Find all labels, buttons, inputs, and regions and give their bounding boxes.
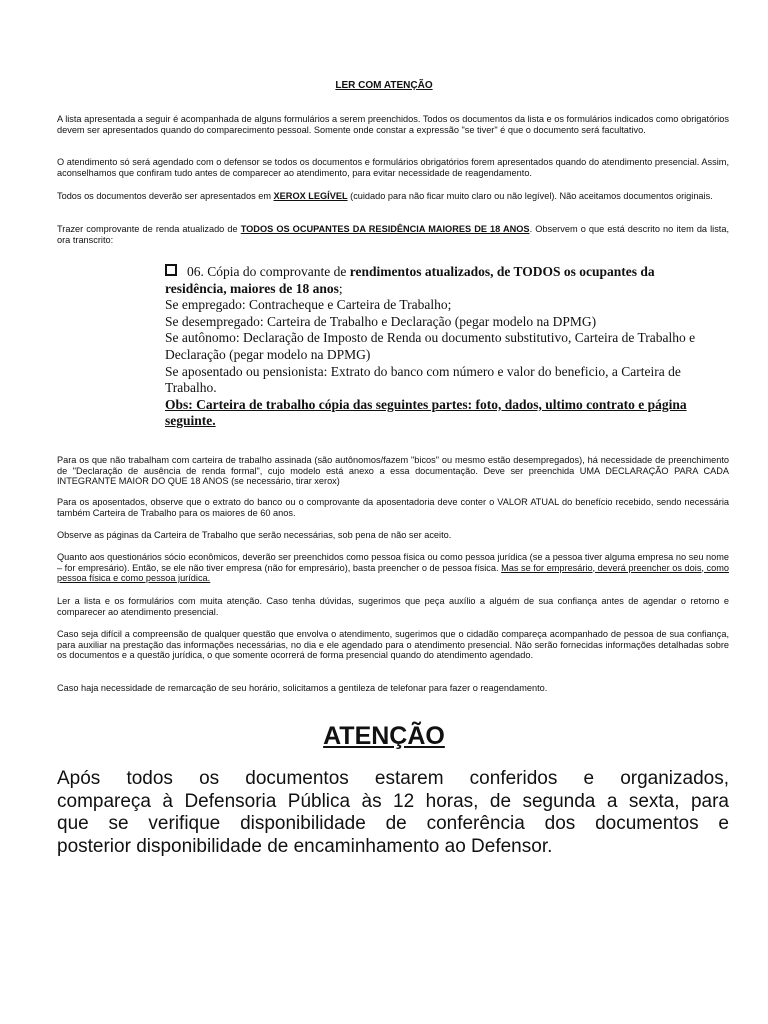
- paragraph-retired: Para os aposentados, observe que o extrato do banco ou o comprovante da aposentadoria deve conter o VALOR ATUAL do benefício recebido, sendo necessária também Carteira de Trabalho para os maiores de 60 anos.: [57, 497, 729, 518]
- attention-line: compareça à Defensoria Pública às 12 horas, de segunda a sexta, para: [57, 790, 729, 812]
- item-lead: [165, 264, 713, 297]
- paragraph-work-card: Observe as páginas da Carteira de Trabalho que serão necessárias, sob pena de não ser aceito.: [57, 530, 452, 540]
- item-line-retired: Se aposentado ou pensionista: Extrato do banco com número e valor do beneficio, a Carteira de Trabalho.: [165, 363, 681, 396]
- attention-line: que se verifique disponibilidade de conferência dos documentos e: [57, 813, 729, 834]
- item-line-autonomous: Se autônomo: Declaração de Imposto de Renda ou documento substitutivo, Carteira de Trabalho e Declaração (pegar modelo na DPMG): [165, 330, 696, 362]
- item-line-employed: Se empregado: Contracheque e Carteira de Trabalho;: [165, 297, 452, 313]
- paragraph-intro: A lista apresentada a seguir é acompanhada de alguns formulários a serem preenchidos. Todos os documentos da lista e os formulários indicados como obrigatórios devem ser apresentados quando do comparecimento pessoal. Somente onde constar a expressão "se tiver" é que o documento será facultativo.: [57, 114, 729, 135]
- paragraph-xerox-before: Todos os documentos deverão ser apresentados em: [57, 191, 274, 201]
- paragraph-no-formal-income: Para os que não trabalham com carteira de trabalho assinada (são autônomos/fazem "bicos" ou mesmo estão desempregados), há necessidade de preenchimento de "Declaração de ausência de renda formal", cujo modelo está anexo a essa documentação. Deve ser preenchida UMA DECLARAÇÃO PARA CADA INTEGRANTE MAIOR DO QUE 18 ANOS (se necessário, tirar xerox): [57, 455, 729, 487]
- paragraph-accompanied: Caso seja difícil a compreensão de qualquer questão que envolva o atendimento, sugerimos que o cidadão compareça acompanhado de pessoa de sua confiança, para auxiliar na prestação das informações necessárias, no dia e ele agendado para o atendimento presencial. Não serão fornecidas informações detalhadas sobre os documentos e a questão jurídica, o que somente ocorrerá de forma presencial quando do atendimento agendado.: [57, 629, 729, 661]
- attention-body: [57, 768, 729, 858]
- income-highlight: TODOS OS OCUPANTES DA RESIDÊNCIA MAIORES DE 18 ANOS: [240, 224, 530, 234]
- paragraph-xerox-after: (cuidado para não ficar muito claro ou não legível). Não aceitamos documentos originais.: [347, 191, 713, 201]
- paragraph-questionnaires-before: Quanto aos questionários sócio econômicos, deverão ser preenchidos como pessoa física ou como pessoa jurídica (se a pessoa tiver alguma empresa no seu nome – for empresário). Então, se ele não tiver empresa (não for empresário), basta preencher o de pessoa física.: [57, 552, 729, 573]
- attention-line: posterior disponibilidade de encaminhamento ao Defensor.: [57, 835, 553, 857]
- paragraph-xerox: [57, 191, 729, 202]
- item-lead-text: 06. Cópia do comprovante de: [187, 264, 350, 279]
- paragraph-rescheduling: Caso haja necessidade de remarcação de seu horário, solicitamos a gentileza de telefonar para fazer o reagendamento.: [57, 683, 548, 693]
- page-title: LER COM ATENÇÃO: [335, 80, 433, 91]
- paragraph-income: [57, 224, 729, 245]
- paragraph-scheduling: O atendimento só será agendado com o defensor se todos os documentos e formulários obrigatórios forem apresentados quando do atendimento presencial. Assim, aconselhamos que confiram tudo antes de comparecer ao atendimento, para evitar necessidade de reagendamento.: [57, 157, 729, 178]
- questionnaires-underlined: Mas se for empresário, deverá preencher os dois, como pessoa física e como pessoa jurídica.: [57, 562, 730, 584]
- item-lead-end: ;: [338, 280, 343, 296]
- attention-line: Após todos os documentos estarem conferidos e organizados,: [57, 768, 729, 789]
- transcribed-item: [165, 264, 713, 430]
- xerox-highlight: XEROX LEGÍVEL: [273, 191, 348, 201]
- paragraph-income-after: . Observem o que está descrito no item da lista, ora transcrito:: [57, 224, 730, 245]
- item-lead-bold: rendimentos atualizados, de TODOS os ocupantes da residência, maiores de 18 anos: [165, 264, 655, 296]
- item-obs: Obs: Carteira de trabalho cópia das seguintes partes: foto, dados, ultimo contrato e página seguinte.: [165, 396, 687, 429]
- checkbox-icon: [165, 264, 177, 276]
- paragraph-questionnaires: [57, 552, 729, 584]
- paragraph-income-before: Trazer comprovante de renda atualizado de: [57, 224, 241, 234]
- paragraph-read-carefully: Ler a lista e os formulários com muita atenção. Caso tenha dúvidas, sugerimos que peça auxílio a alguém de sua confiança antes de agendar o retorno e comparecer ao atendimento presencial.: [57, 596, 729, 617]
- attention-title: ATENÇÃO: [323, 722, 445, 750]
- item-line-unemployed: Se desempregado: Carteira de Trabalho e Declaração (pegar modelo na DPMG): [165, 313, 597, 329]
